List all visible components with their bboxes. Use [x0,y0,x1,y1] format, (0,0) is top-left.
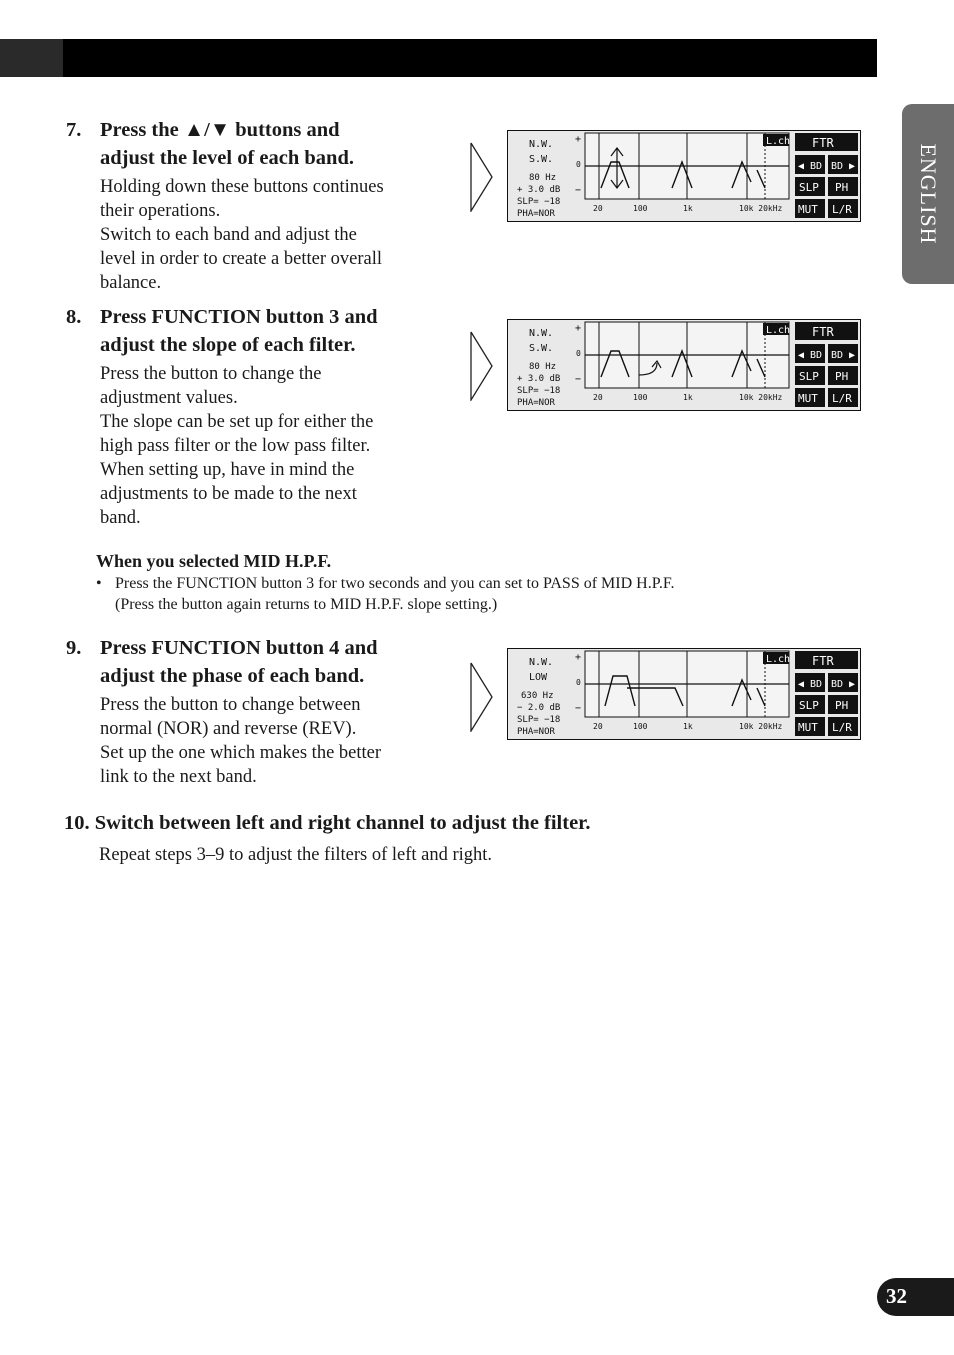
step-heading: Press FUNCTION button 3 and adjust the slope of each filter. [100,306,378,356]
svg-text:LOW: LOW [529,672,548,683]
svg-text:20: 20 [593,204,603,213]
step-9 [66,635,426,789]
svg-text:100: 100 [633,204,648,213]
svg-text:+: + [575,652,582,663]
note-line-2: (Press the button again returns to MID H.P.F. slope setting.) [115,596,498,613]
svg-text:10k 20kHz: 10k 20kHz [739,393,783,402]
svg-text:L.ch: L.ch [766,654,791,665]
step-body: Press the button to change between normal (NOR) and reverse (REV). Set up the one which makes the better link to the next band. [100,695,382,787]
svg-text:100: 100 [633,722,648,731]
step-number: 9. [66,637,82,659]
svg-text:+ 3.0 dB: + 3.0 dB [517,374,561,384]
svg-text:L/R: L/R [832,392,852,405]
svg-text:SLP= −18: SLP= −18 [517,197,561,207]
svg-text:BD ▶: BD ▶ [831,350,856,361]
svg-text:SLP: SLP [799,181,819,194]
language-tab: ENGLISH [902,104,954,284]
svg-text:SLP= −18: SLP= −18 [517,386,561,396]
svg-text:−: − [575,703,582,714]
step-heading: Press the ▲/▼ buttons and adjust the level of each band. [100,119,354,169]
lcd-display-slope [507,319,861,411]
lcd-display-phase [507,648,861,740]
svg-text:SLP: SLP [799,699,819,712]
svg-text:−: − [575,374,582,385]
svg-text:20: 20 [593,393,603,402]
step-7 [66,117,426,295]
svg-text:◀ BD: ◀ BD [798,679,823,690]
svg-text:80 Hz: 80 Hz [529,173,557,183]
svg-text:PHA=NOR: PHA=NOR [517,209,555,219]
step-body: Press the button to change the adjustment values. The slope can be set up for either the high pass filter or the low pass filter. When setting up, have in mind the adjustments to be made to the next band. [100,364,374,528]
svg-text:L.ch: L.ch [766,325,791,336]
step-number: 8. [66,306,82,328]
svg-text:− 2.0 dB: − 2.0 dB [517,703,561,713]
svg-text:◀ BD: ◀ BD [798,350,823,361]
svg-text:L.ch: L.ch [766,136,791,147]
svg-text:PH: PH [835,370,849,383]
pointer-arrow-icon [470,662,494,732]
svg-text:MUT: MUT [798,392,818,405]
svg-text:1k: 1k [683,393,693,402]
step-10-body: Repeat steps 3–9 to adjust the filters of left and right. [99,845,493,865]
svg-text:PH: PH [835,699,849,712]
svg-text:+: + [575,323,582,334]
svg-text:+: + [575,134,582,145]
svg-text:80 Hz: 80 Hz [529,362,557,372]
svg-text:SLP= −18: SLP= −18 [517,715,561,725]
svg-text:PHA=NOR: PHA=NOR [517,727,555,737]
svg-text:0: 0 [576,160,581,169]
lcd-display-level [507,130,861,222]
header-bar [0,39,877,77]
svg-text:10k 20kHz: 10k 20kHz [739,722,783,731]
svg-text:+ 3.0 dB: + 3.0 dB [517,185,561,195]
svg-text:N.W.: N.W. [529,139,554,150]
svg-text:FTR: FTR [812,654,834,668]
svg-text:20: 20 [593,722,603,731]
svg-text:N.W.: N.W. [529,657,554,668]
pointer-arrow-icon [470,142,494,212]
svg-text:L/R: L/R [832,203,852,216]
svg-text:0: 0 [576,678,581,687]
svg-text:S.W.: S.W. [529,154,554,165]
svg-text:100: 100 [633,393,648,402]
svg-text:S.W.: S.W. [529,343,554,354]
svg-text:L/R: L/R [832,721,852,734]
note-heading: When you selected MID H.P.F. [96,551,332,571]
header-bar-accent [0,39,63,77]
svg-text:630 Hz: 630 Hz [521,691,554,701]
page-number: 32 [877,1278,954,1316]
svg-text:MUT: MUT [798,721,818,734]
svg-text:FTR: FTR [812,136,834,150]
svg-text:PH: PH [835,181,849,194]
svg-text:1k: 1k [683,204,693,213]
svg-text:0: 0 [576,349,581,358]
svg-text:−: − [575,185,582,196]
pointer-arrow-icon [470,331,494,401]
step-number: 7. [66,119,82,141]
step-heading: Press FUNCTION button 4 and adjust the phase of each band. [100,637,378,687]
svg-text:BD ▶: BD ▶ [831,679,856,690]
step-8 [66,304,426,530]
svg-text:10k 20kHz: 10k 20kHz [739,204,783,213]
svg-text:PHA=NOR: PHA=NOR [517,398,555,408]
svg-text:MUT: MUT [798,203,818,216]
svg-text:N.W.: N.W. [529,328,554,339]
note-line-1: • Press the FUNCTION button 3 for two seconds and you can set to PASS of MID H.P.F. [96,575,675,592]
svg-text:SLP: SLP [799,370,819,383]
step-body: Holding down these buttons continues their operations. Switch to each band and adjust the level in order to create a better overall balance. [100,177,384,293]
svg-text:◀ BD: ◀ BD [798,161,823,172]
step-10-heading: 10. Switch between left and right channel to adjust the filter. [64,812,591,834]
svg-text:BD ▶: BD ▶ [831,161,856,172]
svg-text:FTR: FTR [812,325,834,339]
svg-text:1k: 1k [683,722,693,731]
